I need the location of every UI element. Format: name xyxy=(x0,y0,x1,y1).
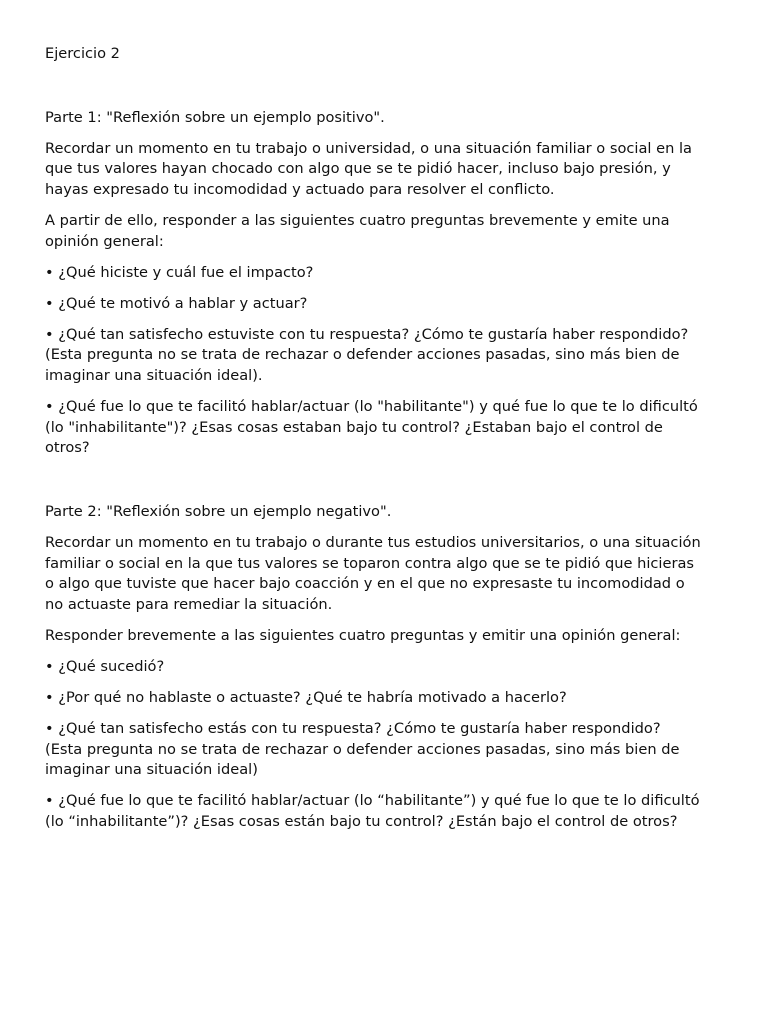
part2-intro: Recordar un momento en tu trabajo o durante tus estudios universitarios, o una situación familiar o social en la que tus valores se toparon contra algo que se te pidió que hicieras o algo que tuviste que hacer bajo coacción y en el que no expresaste tu incomodidad o no actuaste para remediar la situación. xyxy=(45,534,701,613)
document-title: Ejercicio 2 xyxy=(45,45,120,62)
part1-question-1: • ¿Qué hiciste y cuál fue el impacto? xyxy=(45,263,314,281)
part2-question-3: • ¿Qué tan satisfecho estás con tu respuesta? ¿Cómo te gustaría haber respondido? (Esta pregunta no se trata de rechazar o defender acciones pasadas, sino más bien de imaginar una situación ideal) xyxy=(45,720,680,779)
part2-question-1: • ¿Qué sucedió? xyxy=(45,657,165,675)
part1-instruction: A partir de ello, responder a las siguientes cuatro preguntas brevemente y emite una opinión general: xyxy=(45,211,670,250)
document-page xyxy=(45,44,735,833)
part2-question-4: • ¿Qué fue lo que te facilitó hablar/actuar (lo “habilitante”) y qué fue lo que te lo dificultó (lo “inhabilitante”)? ¿Esas cosas están bajo tu control? ¿Están bajo el control de otros? xyxy=(45,792,700,831)
part1-question-2: • ¿Qué te motivó a hablar y actuar? xyxy=(45,294,308,312)
part1-heading: Parte 1: "Reflexión sobre un ejemplo positivo". xyxy=(45,108,385,126)
part2-heading: Parte 2: "Reflexión sobre un ejemplo negativo". xyxy=(45,502,392,520)
part1-intro: Recordar un momento en tu trabajo o universidad, o una situación familiar o social en la que tus valores hayan chocado con algo que se te pidió hacer, incluso bajo presión, y hayas expresado tu incomodidad y actuado para resolver el conflicto. xyxy=(45,139,692,198)
part1-question-3: • ¿Qué tan satisfecho estuviste con tu respuesta? ¿Cómo te gustaría haber respondido? (Esta pregunta no se trata de rechazar o defender acciones pasadas, sino más bien de imaginar una situación ideal). xyxy=(45,325,689,385)
part2-question-2: • ¿Por qué no hablaste o actuaste? ¿Qué te habría motivado a hacerlo? xyxy=(45,689,567,707)
part2-instruction: Responder brevemente a las siguientes cuatro preguntas y emitir una opinión general: xyxy=(45,626,681,644)
part1-question-4: • ¿Qué fue lo que te facilitó hablar/actuar (lo "habilitante") y qué fue lo que te lo dificultó (lo "inhabilitante")? ¿Esas cosas estaban bajo tu control? ¿Estaban bajo el control de otros? xyxy=(45,398,698,457)
